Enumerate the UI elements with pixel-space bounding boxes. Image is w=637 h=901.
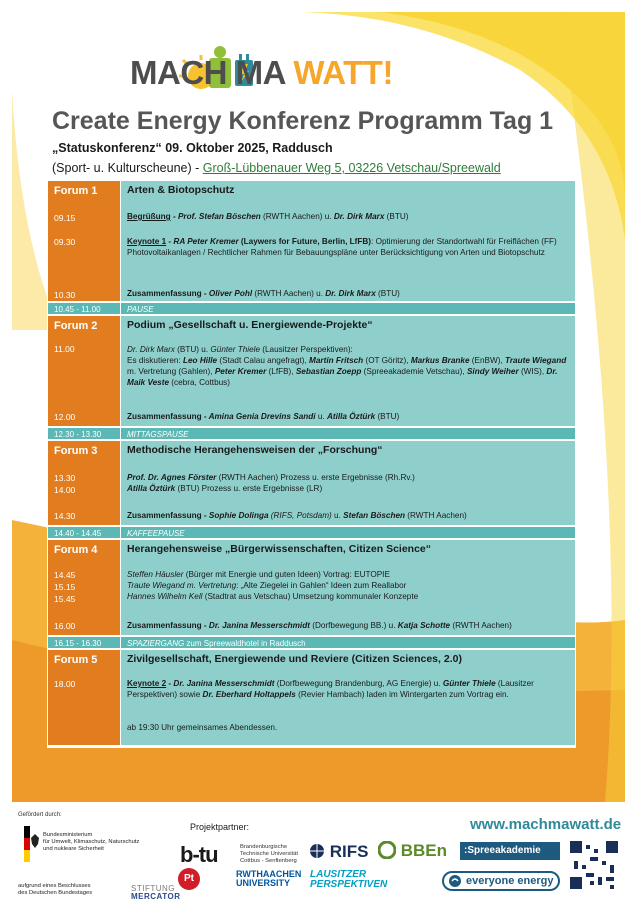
venue-separator: - (191, 161, 203, 175)
program-entry (127, 211, 567, 222)
pause-time: 12.30 - 13.30 (48, 428, 121, 439)
forum-heading: Herangehensweise „Bürgerwissenschaften, Citizen Science“ (127, 543, 432, 555)
bben-swirl-icon (378, 841, 396, 859)
ministry-line: für Umwelt, Klimaschutz, Naturschutz (43, 839, 140, 845)
forum-3-content (121, 441, 575, 525)
pause-label (121, 637, 575, 648)
pause-label (121, 303, 575, 314)
forum-2-label: Forum 2 (54, 320, 98, 332)
time-label: 09.30 (54, 237, 76, 247)
entry-label: Zusammenfassung (127, 621, 202, 630)
globe-icon (309, 843, 325, 859)
speaker-name: Günter Thiele (442, 679, 496, 688)
program-entry (127, 678, 567, 700)
lausitzer-line: LAUSITZER (310, 869, 367, 880)
venue-place: (Sport- u. Kulturscheune) (52, 161, 192, 175)
time-label: 14.30 (54, 511, 76, 521)
time-label: 14.45 (54, 570, 76, 580)
separator: - (201, 621, 209, 630)
speaker-name: Traute Wiegand m. Vertretung (127, 581, 237, 590)
panelist-org: (WIS), (518, 367, 547, 376)
bben-logo (378, 841, 447, 861)
decision-line: des Deutschen Bundestages (18, 890, 93, 896)
speaker-name: Günter Thiele (210, 345, 260, 354)
time-label: 09.15 (54, 213, 76, 223)
everyone-energy-logo (442, 871, 560, 891)
panelist-name: Martin Fritsch (309, 356, 364, 365)
ministry-line: und nukleare Sicherheit (43, 846, 104, 852)
time-label: 15.15 (54, 582, 76, 592)
panelist-name: Sebastian Zoepp (295, 367, 362, 376)
program-table (47, 180, 576, 748)
website-link[interactable]: www.machmawatt.de (470, 816, 622, 833)
speaker-name: Sophie Dolinga (208, 511, 269, 520)
btu-line: Technische Universität (240, 851, 298, 857)
speaker-name: Dr. Eberhard Holtappels (202, 690, 296, 699)
separator: - (170, 212, 178, 221)
btu-logo-subtitle (240, 844, 298, 865)
rifs-text: RIFS (329, 842, 369, 861)
pause-row (48, 428, 575, 441)
logo-text-main: MACH MA (130, 54, 294, 91)
entry-text: (RWTH Aachen) u. (252, 289, 326, 298)
forum-5-time-column (48, 650, 121, 745)
forum-heading: Arten & Biotopschutz (127, 184, 235, 196)
entry-text: : „Alte Ziegelei in Gahlen“ Ideen zum Reallabor (236, 581, 407, 590)
stiftung-line: STIFTUNG (131, 884, 175, 893)
separator: - (201, 511, 209, 520)
entry-text: (BTU) (375, 412, 400, 421)
pause-label (121, 527, 575, 538)
btu-line: Cottbus - Senftenberg (240, 858, 297, 864)
time-label: 12.00 (54, 412, 76, 422)
entry-org: (RIFS, Potsdam) (268, 511, 332, 520)
panel-description (127, 344, 567, 388)
pause-extra: zum Spreewaldhotel in Raddusch (184, 639, 306, 648)
page-title: Create Energy Konferenz Programm Tag 1 (52, 107, 554, 135)
separator: - (166, 237, 174, 246)
panelist-org: (EnBW), (469, 356, 506, 365)
panelist-name: Leo Hille (182, 356, 218, 365)
conference-subtitle: „Statuskonferenz“ 09. Oktober 2025, Raddusch (52, 141, 333, 155)
entry-text: (RWTH Aachen) (450, 621, 512, 630)
funded-by-label: Gefördert durch: (18, 812, 62, 818)
logo-wordmark (130, 54, 393, 92)
entry-text: (Bürger mit Energie und guten Ideen) Vortrag: EUTOPIE (183, 570, 390, 579)
speaker-name: Dr. Janina Messerschmidt (208, 621, 310, 630)
lausitzer-perspektiven-logo (310, 870, 387, 890)
program-entry (127, 620, 567, 631)
entry-text: (Dorfbewegung Brandenburg, AG Energie) u. (274, 679, 443, 688)
entry-text: (BTU) (384, 212, 409, 221)
forum-5-row (48, 650, 575, 747)
entry-text: : Optimierung der Standortwahl für Freiflächen (FF) Photovoltaikanlagen / Rechtlicher Rahmen für Bebauungspläne unter Berücksichtigung von Arten und Biotopschutz (127, 237, 557, 257)
speaker-name: Dr. Dirk Marx (127, 345, 175, 354)
pause-title: KAFFEEPAUSE (127, 529, 185, 538)
btu-line: Brandenburgische (240, 844, 288, 850)
entry-text: (Lausitzer Perspektiven): (260, 345, 353, 354)
panelist-org: (cebra, Cottbus) (169, 378, 231, 387)
panelist-name: Dr. Maik Veste (127, 367, 558, 387)
stiftung-line: MERCATOR (131, 892, 181, 901)
forum-5-label: Forum 5 (54, 654, 98, 666)
panelist-name: Traute Wiegand (505, 356, 567, 365)
forum-1-row (48, 181, 575, 303)
program-entry (127, 411, 567, 422)
energy-swirl-icon (448, 874, 462, 888)
entry-text: (Lausitzer Perspektiven) sowie (127, 679, 534, 699)
panelist-name: Markus Branke (410, 356, 470, 365)
speaker-name: Stefan Böschen (343, 511, 406, 520)
pt-logo: Pt (178, 868, 200, 890)
btu-logo: b-tu (180, 842, 218, 867)
speaker-name: Prof. Stefan Böschen (177, 212, 261, 221)
ministry-line: Bundesministerium (43, 832, 93, 838)
eagle-icon (30, 834, 40, 848)
entry-text: u. (331, 511, 344, 520)
forum-5-content (121, 650, 575, 745)
speaker-name: Atilla Öztürk (326, 412, 376, 421)
entry-text: (BTU) (375, 289, 400, 298)
forum-3-time-column (48, 441, 121, 525)
separator: - (201, 412, 209, 421)
qr-code-icon[interactable] (570, 841, 618, 889)
entry-org: (Laywers for Future, Berlin, LfFB) (238, 237, 372, 246)
entry-label: Keynote 1 (127, 237, 167, 246)
forum-4-label: Forum 4 (54, 544, 98, 556)
entry-text: (RWTH Aachen) Prozess u. erste Ergebnisse (Rh.Rv.) (216, 473, 415, 482)
closing-note: ab 19:30 Uhr gemeinsames Abendessen. (127, 723, 278, 732)
pause-title: MITTAGSPAUSE (127, 430, 189, 439)
pause-time: 10.45 - 11.00 (48, 303, 121, 314)
speaker-name: RA Peter Kremer (173, 237, 239, 246)
stiftung-mercator-logo (131, 885, 180, 901)
time-label: 14.00 (54, 485, 76, 495)
discuss-label: Es diskutieren: (127, 356, 183, 365)
forum-1-content (121, 181, 575, 301)
forum-2-row (48, 316, 575, 428)
pause-row (48, 527, 575, 540)
panelist-name: Peter Kremer (214, 367, 267, 376)
ministry-name (43, 832, 139, 853)
entry-label: Zusammenfassung (127, 289, 202, 298)
lausitzer-line: PERSPEKTIVEN (310, 879, 388, 890)
bundestag-decision-note (18, 883, 92, 897)
panelist-org: (Spreeakademie Vetschau), (361, 367, 467, 376)
separator: - (166, 679, 174, 688)
panelist-org: m. Vertretung (Gahlen), (127, 367, 215, 376)
speaker-name: Katja Schotte (397, 621, 451, 630)
forum-3-label: Forum 3 (54, 445, 98, 457)
forum-heading: Podium „Gesellschaft u. Energiewende-Projekte“ (127, 319, 373, 331)
forum-4-row (48, 540, 575, 637)
program-entry (127, 510, 567, 521)
footer (0, 808, 637, 901)
venue-line (52, 161, 501, 175)
forum-2-time-column (48, 316, 121, 426)
forum-heading: Methodische Herangehensweisen der „Forschung“ (127, 444, 383, 456)
forum-1-time-column (48, 181, 121, 301)
entry-text: (Revier Hambach) laden im Wintergarten zum Vortrag ein. (295, 690, 509, 699)
entry-text: (BTU) u. (174, 345, 211, 354)
speaker-name: Dr. Dirk Marx (325, 289, 376, 298)
time-label: 10.30 (54, 290, 76, 300)
forum-1-label: Forum 1 (54, 185, 98, 197)
panelist-org: (LfFB), (266, 367, 296, 376)
pause-label (121, 428, 575, 439)
pause-row (48, 303, 575, 316)
decision-line: aufgrund eines Beschlusses (18, 883, 91, 889)
entry-text: (Dorfbewegung BB.) u. (309, 621, 398, 630)
entry-text: u. (315, 412, 327, 421)
speaker-name: Dr. Janina Messerschmidt (173, 679, 275, 688)
pause-title: PAUSE (127, 305, 154, 314)
pause-title: SPAZIERGANG (127, 639, 185, 648)
panelist-org: (Stadt Calau angefragt), (217, 356, 310, 365)
forum-2-content (121, 316, 575, 426)
pause-time: 14.40 - 14.45 (48, 527, 121, 538)
time-label: 18.00 (54, 679, 76, 689)
forum-3-row (48, 441, 575, 527)
speaker-name: Oliver Pohl (208, 289, 253, 298)
separator: - (201, 289, 209, 298)
entry-text: (RWTH Aachen) u. (260, 212, 334, 221)
entry-label: Zusammenfassung (127, 511, 202, 520)
panelist-name: Sindy Weiher (466, 367, 519, 376)
rwth-line: UNIVERSITY (236, 878, 291, 888)
entry-text: (Stadtrat aus Vetschau) Umsetzung kommunaler Konzepte (202, 592, 419, 601)
time-label: 11.00 (54, 344, 75, 354)
speaker-name: Amina Genia Drevins Sandi (208, 412, 316, 421)
bben-text: BBEn (400, 841, 448, 860)
entry-text: (RWTH Aachen) (405, 511, 467, 520)
speaker-name: Steffen Häusler (127, 570, 184, 579)
program-entry (127, 569, 567, 602)
speaker-name: Atilla Öztürk (127, 484, 176, 493)
logo-text-accent: WATT! (293, 54, 393, 91)
entry-text: (BTU) Prozess u. erste Ergebnisse (LR) (175, 484, 323, 493)
speaker-name: Hannes Wilhelm Kell (127, 592, 203, 601)
entry-label: Begrüßung (127, 212, 171, 221)
forum-4-content (121, 540, 575, 635)
pause-time: 16.15 - 16.30 (48, 637, 121, 648)
speaker-name: Dr. Dirk Marx (333, 212, 385, 221)
program-entry (127, 288, 567, 299)
entry-label: Keynote 2 (127, 679, 167, 688)
program-entry (127, 236, 567, 258)
everyone-text: everyone energy (466, 875, 554, 887)
panelist-org: (OT Göritz), (363, 356, 411, 365)
time-label: 15.45 (54, 594, 76, 604)
speaker-name: Prof. Dr. Agnes Förster (127, 473, 217, 482)
rifs-logo (309, 842, 368, 862)
venue-address-link[interactable]: Groß-Lübbenauer Weg 5, 03226 Vetschau/Spreewald (202, 161, 501, 175)
rwth-line: RWTHAACHEN (236, 869, 302, 879)
rwth-logo (236, 870, 301, 888)
time-label: 16.00 (54, 621, 76, 631)
spreeakademie-logo: :Spreeakademie (460, 842, 560, 860)
program-entry (127, 472, 567, 494)
partner-label: Projektpartner: (190, 822, 250, 832)
forum-4-time-column (48, 540, 121, 635)
entry-label: Zusammenfassung (127, 412, 202, 421)
pause-row (48, 637, 575, 650)
forum-heading: Zivilgesellschaft, Energiewende und Reviere (Citizen Sciences, 2.0) (127, 653, 462, 665)
time-label: 13.30 (54, 473, 76, 483)
